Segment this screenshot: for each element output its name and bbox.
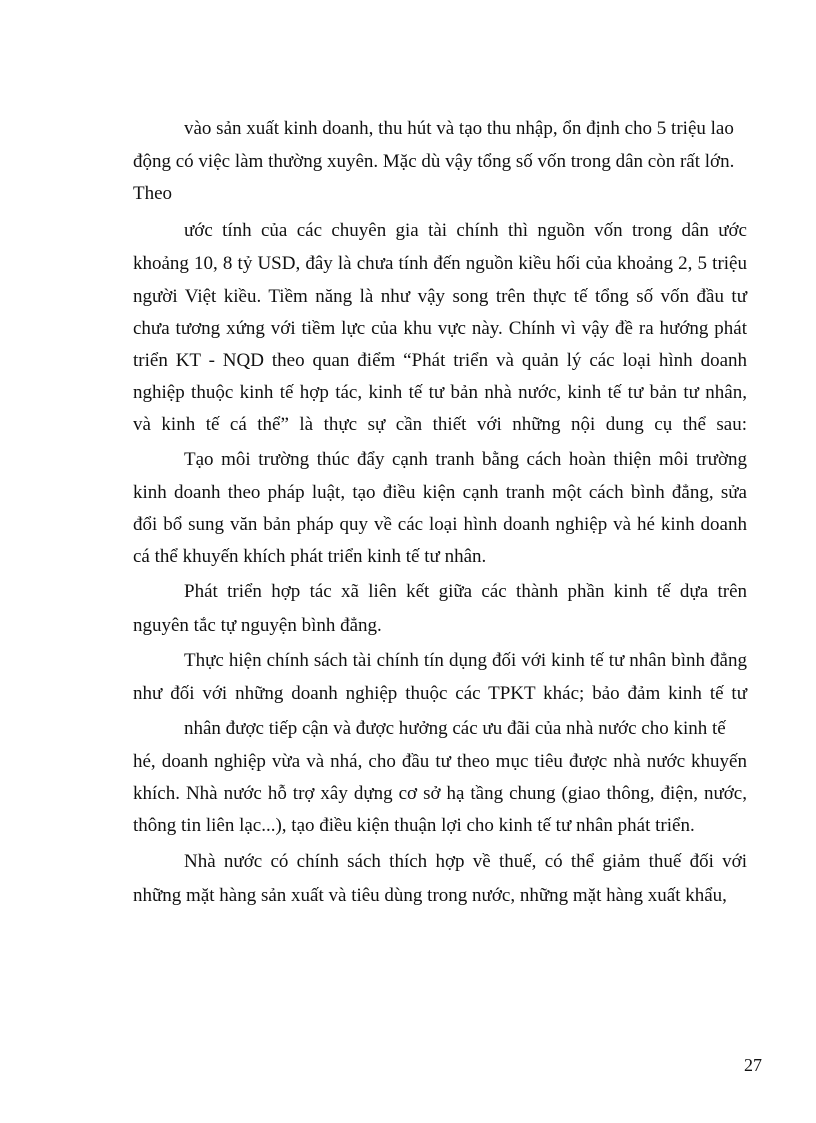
text-line: và kinh tế cá thể” là thực sự cần thiết với những nội dung cụ thể sau:: [133, 414, 747, 435]
text-line: như đối với những doanh nghiệp thuộc các TPKT khác; bảo đảm kinh tế tư: [133, 683, 747, 704]
text-line: kinh doanh theo pháp luật, tạo điều kiện cạnh tranh một cách bình đẳng, sửa: [133, 482, 747, 503]
text-line: người Việt kiều. Tiềm năng là như vậy song trên thực tế tổng số vốn đầu tư: [133, 286, 747, 307]
text-line: Tạo môi trường thúc đẩy cạnh tranh bằng cách hoàn thiện môi trường: [184, 449, 747, 470]
text-line: đổi bổ sung văn bản pháp quy về các loại hình doanh nghiệp và hé kinh doanh: [133, 514, 747, 535]
page-number: 27: [744, 1055, 762, 1075]
text-line: Phát triển hợp tác xã liên kết giữa các thành phần kinh tế dựa trên: [184, 581, 747, 602]
text-line: động có việc làm thường xuyên. Mặc dù vậy tổng số vốn trong dân còn rất lớn.: [133, 151, 735, 172]
text-line: khích. Nhà nước hỗ trợ xây dựng cơ sở hạ tầng chung (giao thông, điện, nước,: [133, 783, 747, 804]
text-line: nguyên tắc tự nguyện bình đẳng.: [133, 615, 382, 636]
text-line: Theo: [133, 183, 173, 204]
text-line: vào sản xuất kinh doanh, thu hút và tạo thu nhập, ổn định cho 5 triệu lao: [184, 118, 734, 139]
text-line: nhân được tiếp cận và được hưởng các ưu đãi của nhà nước cho kinh tế: [184, 718, 726, 739]
text-line: ước tính của các chuyên gia tài chính thì nguồn vốn trong dân ước: [184, 220, 747, 241]
text-line: triển KT - NQD theo quan điểm “Phát triển và quản lý các loại hình doanh: [133, 350, 747, 371]
text-line: chưa tương xứng với tiềm lực của khu vực này. Chính vì vậy đề ra hướng phát: [133, 318, 747, 339]
text-line: hé, doanh nghiệp vừa và nhá, cho đầu tư theo mục tiêu được nhà nước khuyến: [133, 751, 747, 772]
text-line: nghiệp thuộc kinh tế hợp tác, kinh tế tư bản nhà nước, kinh tế tư bản tư nhân,: [133, 382, 747, 403]
text-line: thông tin liên lạc...), tạo điều kiện thuận lợi cho kinh tế tư nhân phát triển.: [133, 815, 695, 836]
text-line: những mặt hàng sản xuất và tiêu dùng trong nước, những mặt hàng xuất khẩu,: [133, 885, 727, 906]
text-line: Nhà nước có chính sách thích hợp về thuế, có thể giảm thuế đối với: [184, 851, 747, 872]
text-line: Thực hiện chính sách tài chính tín dụng đối với kinh tế tư nhân bình đẳng: [184, 650, 747, 671]
text-line: cá thể khuyến khích phát triển kinh tế tư nhân.: [133, 546, 487, 567]
text-line: khoảng 10, 8 tỷ USD, đây là chưa tính đến nguồn kiều hối của khoảng 2, 5 triệu: [133, 253, 747, 274]
